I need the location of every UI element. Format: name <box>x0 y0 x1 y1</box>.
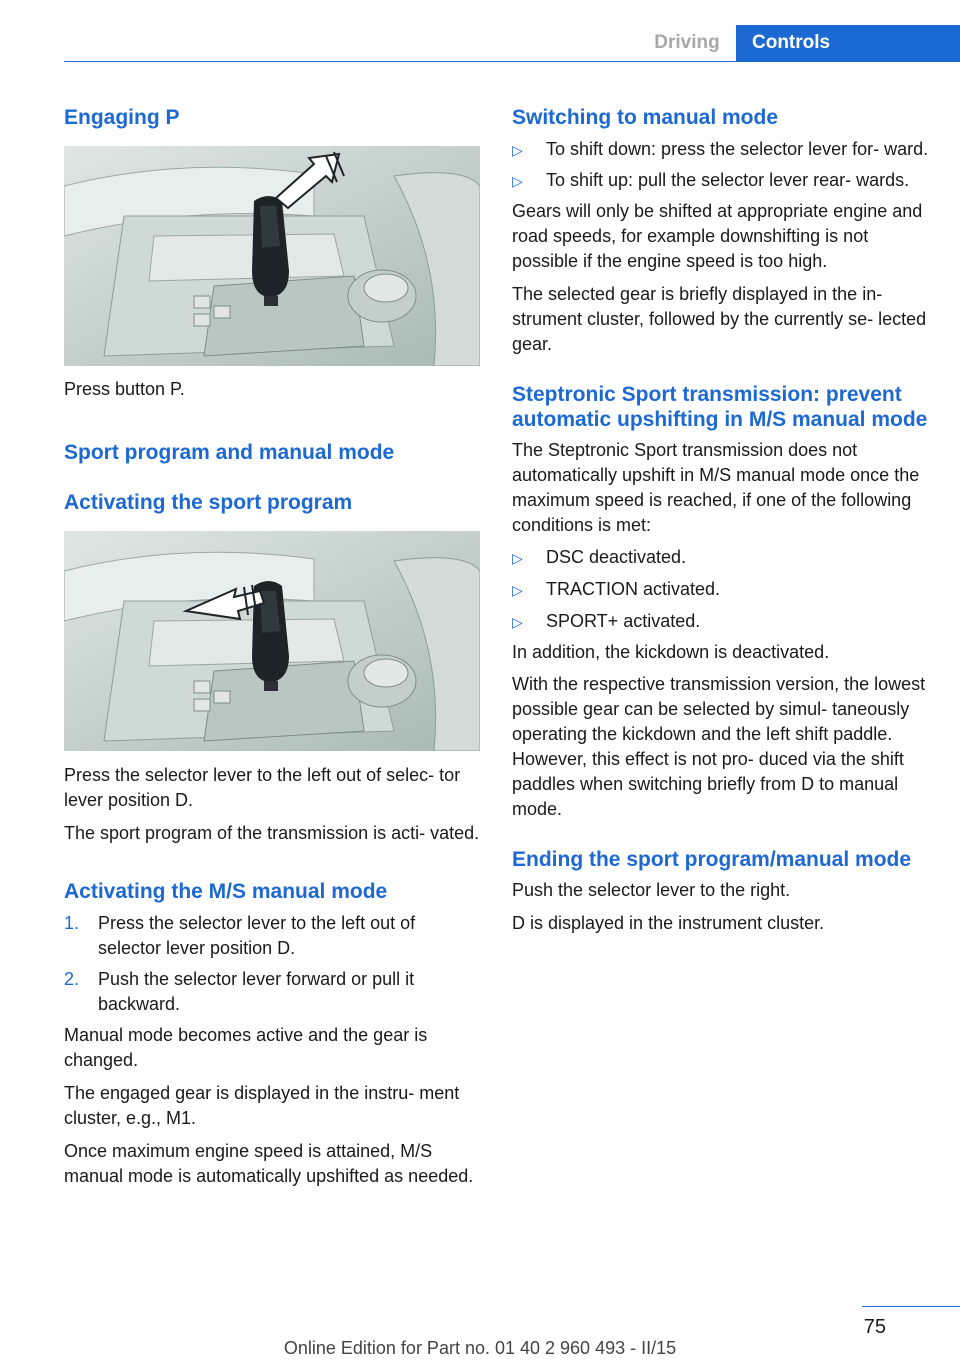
activating-ms-steps <box>64 911 482 1017</box>
triangle-bullet-icon: ▷ <box>512 614 523 630</box>
activating-sport-heading: Activating the sport program <box>64 491 353 514</box>
triangle-bullet-icon: ▷ <box>512 582 523 598</box>
steptronic-bullets <box>512 545 930 634</box>
engaging-p-heading: Engaging P <box>64 106 180 129</box>
engaging-p-text: Press button P. <box>64 379 185 399</box>
tab-controls[interactable]: Controls <box>736 25 960 61</box>
activating-sport-text-1: Press the selector lever to the left out of selec‐ tor lever position D. <box>64 765 461 810</box>
steptronic-intro: The Steptronic Sport transmission does not automatically upshift in M/S manual mode once the maximum speed is reached, if one of the following conditions is met: <box>512 440 920 535</box>
gear-selector-photo-sport <box>64 531 480 751</box>
tab-driving[interactable]: Driving <box>638 25 736 61</box>
header-rule <box>64 61 960 62</box>
step-number: 2. <box>64 969 80 989</box>
switching-bullets <box>512 137 930 193</box>
list-item <box>512 609 930 634</box>
activating-ms-text-2: The engaged gear is displayed in the instru‐ ment cluster, e.g., M1. <box>64 1083 460 1128</box>
step-text: Press the selector lever to the left out of selector lever position D. <box>98 913 416 958</box>
triangle-bullet-icon: ▷ <box>512 142 523 158</box>
ending-text-2: D is displayed in the instrument cluster. <box>512 913 825 933</box>
switching-text-1: Gears will only be shifted at appropriate engine and road speeds, for example downshifting is not possible if the engine speed is too high. <box>512 201 923 271</box>
ending-heading: Ending the sport program/manual mode <box>512 848 912 871</box>
ending-text-1: Push the selector lever to the right. <box>512 880 791 900</box>
footer-rule <box>862 1306 960 1307</box>
right-column <box>512 100 930 936</box>
bullet-text: To shift up: pull the selector lever rear‐ wards. <box>546 170 910 190</box>
step-number: 1. <box>64 913 80 933</box>
bullet-text: To shift down: press the selector lever for‐ ward. <box>546 139 929 159</box>
activating-sport-text-2: The sport program of the transmission is acti‐ vated. <box>64 823 480 843</box>
steptronic-heading: Steptronic Sport transmission: prevent automatic upshifting in M/S manual mode <box>512 383 928 431</box>
bullet-text: DSC deactivated. <box>546 547 687 567</box>
triangle-bullet-icon: ▷ <box>512 173 523 189</box>
list-item <box>64 911 482 961</box>
activating-ms-text-1: Manual mode becomes active and the gear is changed. <box>64 1025 428 1070</box>
sport-program-heading: Sport program and manual mode <box>64 441 395 464</box>
list-item <box>64 967 482 1017</box>
list-item <box>512 577 930 602</box>
step-text: Push the selector lever forward or pull it backward. <box>98 969 415 1014</box>
list-item <box>512 137 930 162</box>
triangle-bullet-icon: ▷ <box>512 550 523 566</box>
left-column <box>64 100 482 1189</box>
switching-text-2: The selected gear is briefly displayed in the in‐ strument cluster, followed by the currently se‐ lected gear. <box>512 284 927 354</box>
steptronic-text-1: In addition, the kickdown is deactivated. <box>512 642 830 662</box>
list-item <box>512 545 930 570</box>
list-item <box>512 168 930 193</box>
page-number: 75 <box>863 1316 886 1338</box>
bullet-text: TRACTION activated. <box>546 579 721 599</box>
activating-ms-heading: Activating the M/S manual mode <box>64 880 388 903</box>
header-tabs <box>638 25 960 61</box>
footer-edition: Online Edition for Part no. 01 40 2 960 493 - II/15 <box>283 1338 677 1358</box>
gear-selector-photo-park <box>64 146 480 366</box>
steptronic-text-2: With the respective transmission version, the lowest possible gear can be selected by simul‐ taneously operating the kickdown and the left shift paddle. However, this effect is not pro‐ duced via the shift paddles when switching briefly from D to manual mode. <box>512 674 926 819</box>
activating-ms-text-3: Once maximum engine speed is attained, M/S manual mode is automatically upshifted as needed. <box>64 1141 474 1186</box>
switching-heading: Switching to manual mode <box>512 106 779 129</box>
bullet-text: SPORT+ activated. <box>546 611 701 631</box>
